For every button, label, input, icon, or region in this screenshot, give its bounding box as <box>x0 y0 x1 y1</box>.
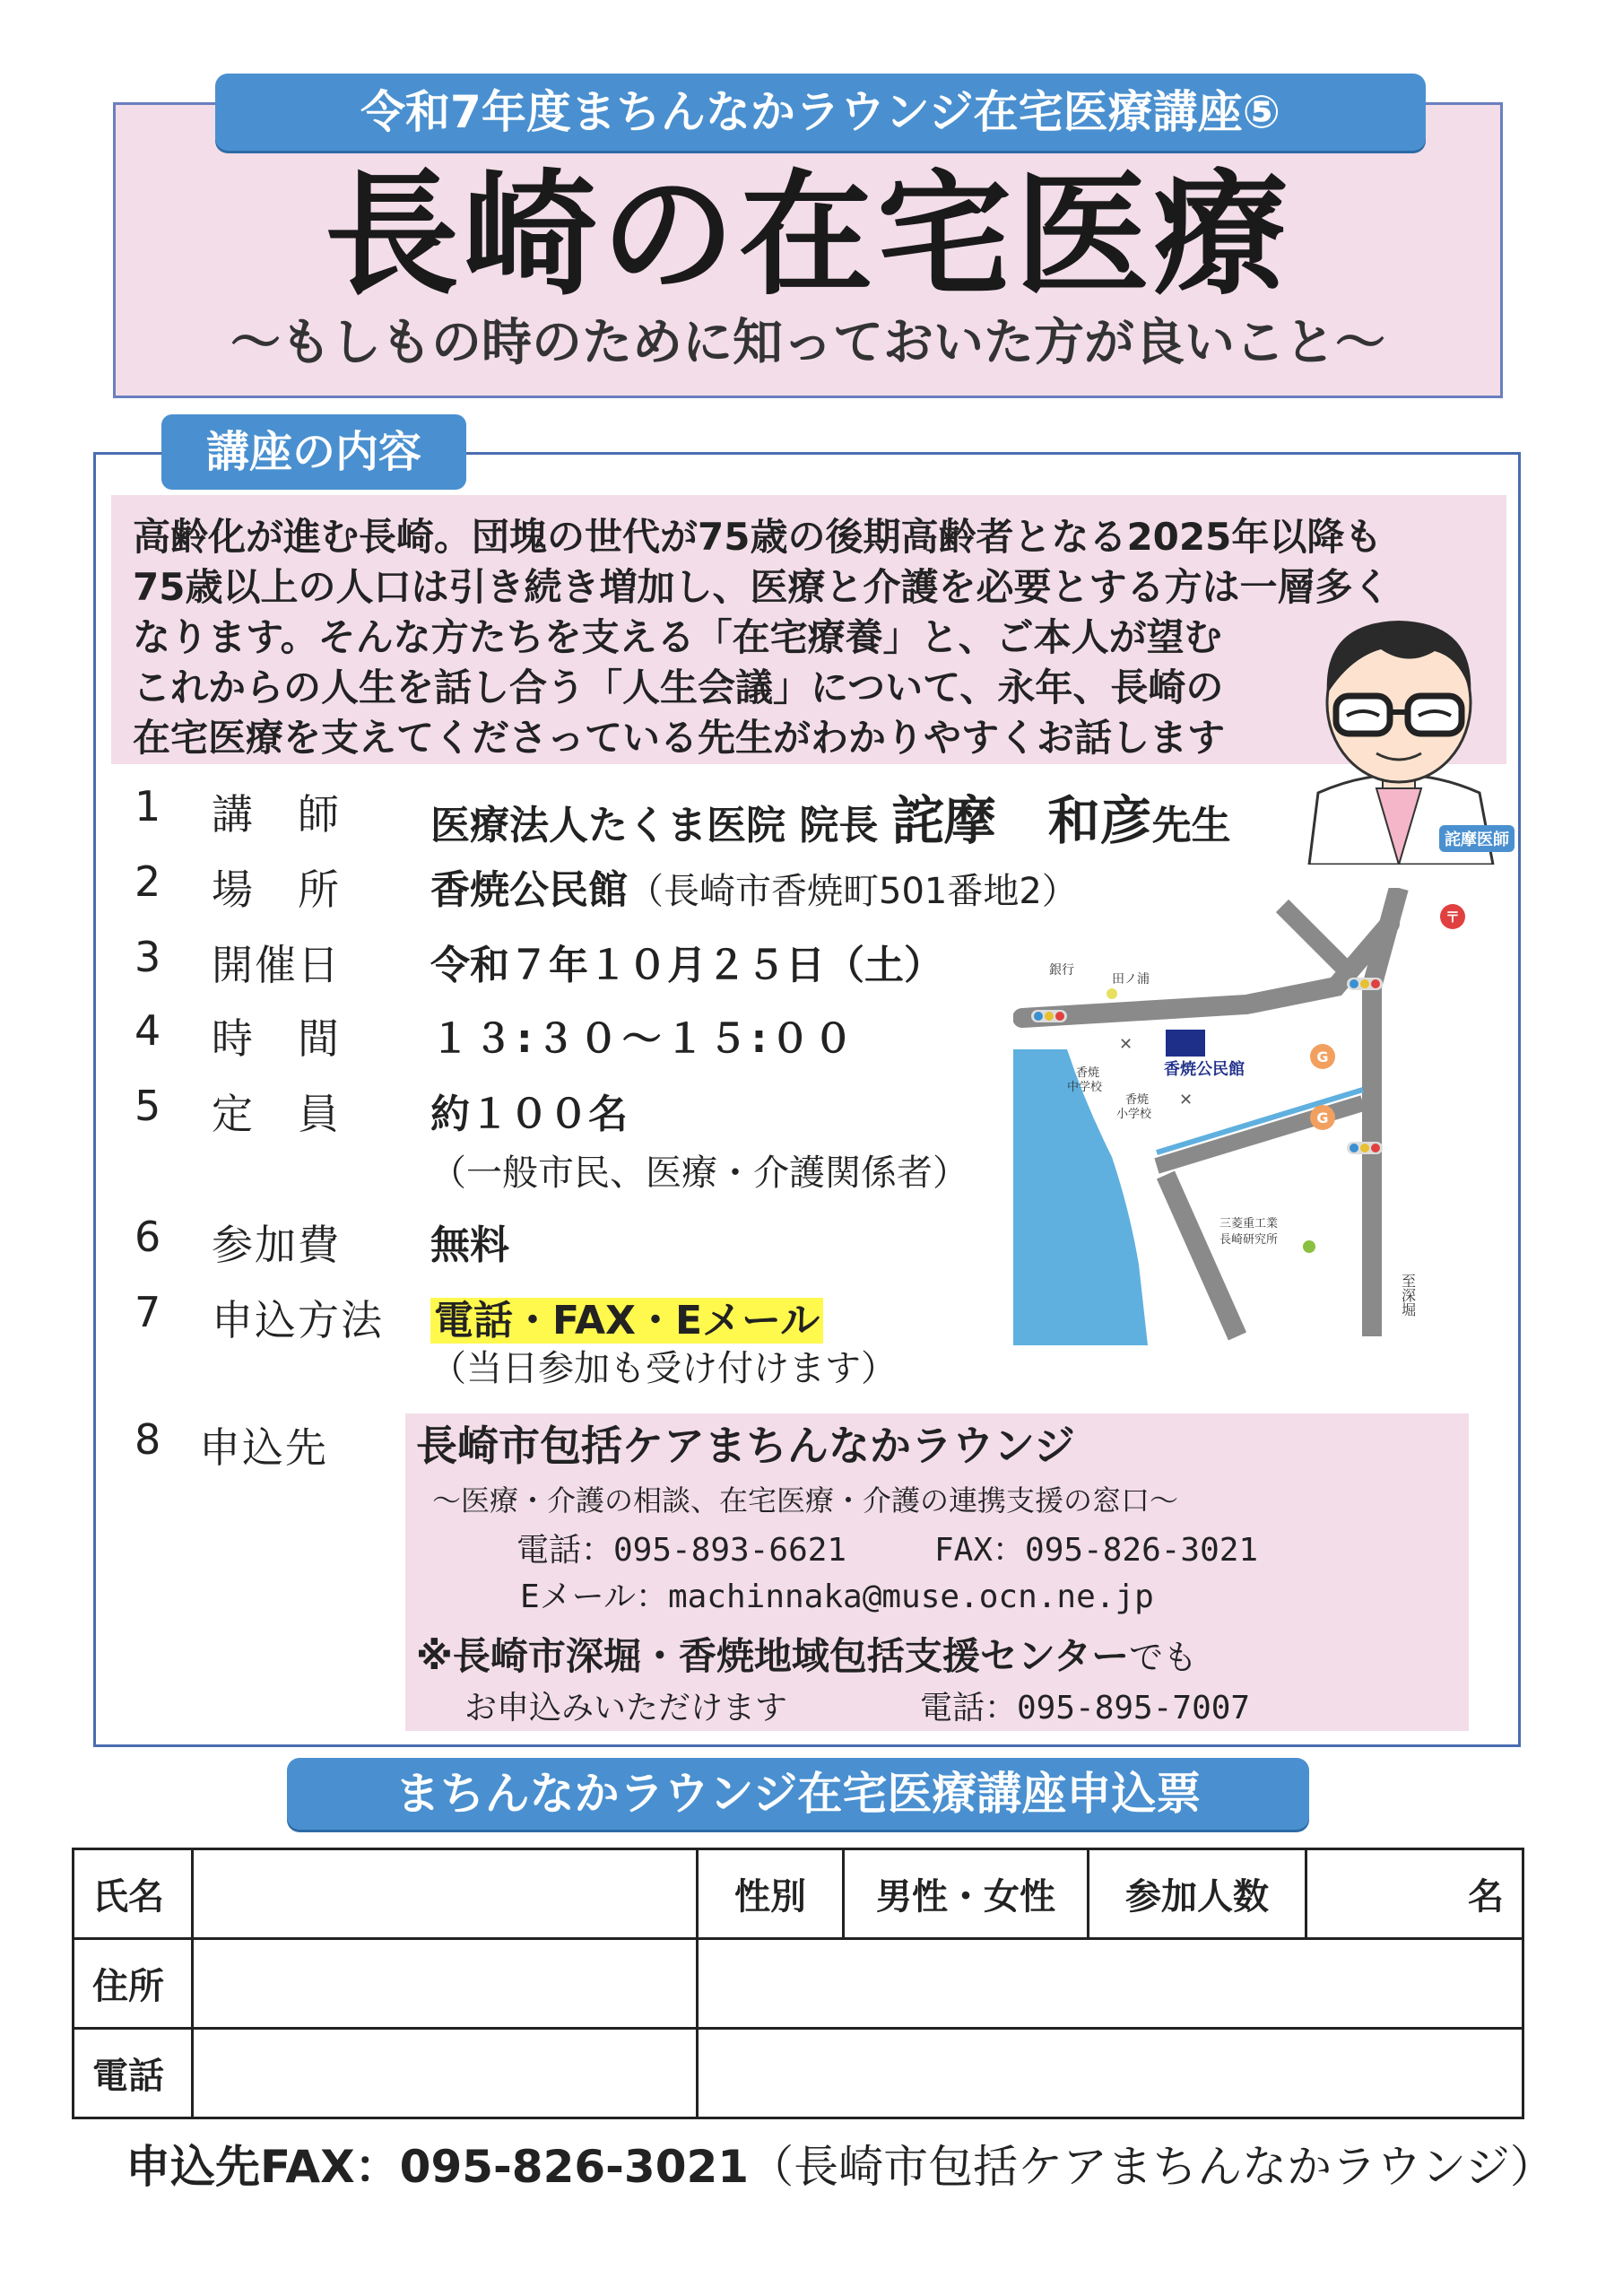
map-mitsubishi-label: 長崎研究所 <box>1219 1233 1279 1247</box>
venue-value <box>430 857 1078 915</box>
address-field-extension[interactable] <box>698 1939 1523 2029</box>
address-label: 住所 <box>74 1939 193 2029</box>
map-elementary-label: 小学校 <box>1116 1108 1152 1121</box>
alt-center-name: ※長崎市深堀・香焼地域包括支援センター <box>416 1634 1130 1678</box>
row-label: 開催日 <box>212 941 341 989</box>
section-tab: 講座の内容 <box>161 414 466 490</box>
school-icon: ✕ <box>1119 1035 1133 1054</box>
name-label: 氏名 <box>74 1849 193 1939</box>
row-label: 定 員 <box>212 1090 341 1138</box>
count-unit: 名 <box>1468 1876 1504 1918</box>
date-value: 令和７年１０月２５日（土） <box>430 943 943 988</box>
capacity-value: 約１００名 <box>430 1091 628 1137</box>
row-label: 講 師 <box>212 790 341 839</box>
row-number: 2 <box>135 857 161 906</box>
intro-line: これからの人生を話し合う「人生会議」について、永年、長崎の <box>133 665 1224 709</box>
intro-line: 75歳以上の人口は引き続き増加し、医療と介護を必要とする方は一層多く <box>133 565 1391 609</box>
lecturer-value <box>430 778 1231 854</box>
map-hall-label: 香焼公民館 <box>1164 1060 1245 1079</box>
fee-value: 無料 <box>430 1222 509 1268</box>
venue-address: （長崎市香焼町501番地2） <box>628 871 1078 912</box>
footer-fax: 申込先FAX：095-826-3021 <box>126 2141 750 2193</box>
method-note: （当日参加も受け付けます） <box>430 1348 897 1389</box>
map-fukahori-label: 至深堀 <box>1399 1274 1417 1317</box>
row-number: 3 <box>135 933 161 981</box>
map-junior-high-label: 香焼 <box>1076 1066 1100 1080</box>
count-label: 参加人数 <box>1089 1849 1306 1939</box>
contact-box <box>405 1413 1469 1731</box>
contact-org: 長崎市包括ケアまちんなかラウンジ <box>416 1422 1075 1470</box>
doctor-illustration <box>1282 596 1515 865</box>
map-hall-block <box>1166 1030 1205 1057</box>
phone-label: 電話 <box>74 2029 193 2118</box>
address-field[interactable] <box>193 1939 698 2029</box>
doctor-badge: 詫摩医師 <box>1445 831 1509 849</box>
row-number: 8 <box>135 1415 161 1464</box>
contact-email: Eメール：machinnaka@muse.ocn.ne.jp <box>520 1578 1154 1615</box>
row-number: 7 <box>135 1288 161 1336</box>
intro-line: 高齢化が進む長崎。団塊の世代が75歳の後期高齢者となる2025年以降も <box>133 515 1383 559</box>
phone-field-extension[interactable] <box>698 2029 1523 2118</box>
gender-options[interactable]: 男性・女性 <box>844 1849 1089 1939</box>
access-map <box>1013 888 1497 1345</box>
header-banner: 令和7年度まちんなかラウンジ在宅医療講座⑤ <box>215 74 1426 151</box>
gas-station-icon: G <box>1316 1048 1329 1065</box>
school-icon: ✕ <box>1179 1091 1193 1109</box>
alt-suffix: でも <box>1129 1638 1198 1677</box>
intro-line: なります。そんな方たちを支える「在宅療養」と、ご本人が望む <box>133 615 1222 659</box>
count-field[interactable] <box>1306 1849 1523 1939</box>
row-label: 時 間 <box>212 1014 341 1063</box>
post-office-icon: 〒 <box>1445 909 1461 926</box>
lecturer-suffix: 先生 <box>1151 803 1231 848</box>
lecturer-name: 詫摩 和彦 <box>891 790 1152 851</box>
row-number: 6 <box>135 1213 161 1261</box>
method-value: 電話・FAX・Eメール <box>430 1298 823 1344</box>
alt-tel: 電話：095-895-7007 <box>920 1690 1251 1726</box>
intro-line: 在宅医療を支えてくださっている先生がわかりやすくお話します <box>133 716 1226 760</box>
map-elementary-label: 香焼 <box>1125 1093 1150 1107</box>
row-number: 5 <box>135 1082 161 1130</box>
footer <box>126 2131 1555 2196</box>
form-banner: まちんなかラウンジ在宅医療講座申込票 <box>287 1758 1309 1830</box>
contact-alt <box>416 1627 1197 1681</box>
main-subtitle: ～もしもの時のために知っておいた方が良いこと～ <box>230 314 1385 372</box>
map-junior-high-label: 中学校 <box>1067 1081 1103 1094</box>
name-field[interactable] <box>193 1849 698 1939</box>
main-title: 長崎の在宅医療 <box>324 158 1291 314</box>
row-label: 参加費 <box>212 1221 341 1269</box>
venue-name: 香焼公民館 <box>430 867 628 913</box>
footer-org: （長崎市包括ケアまちんなかラウンジ） <box>749 2141 1555 2193</box>
row-number: 1 <box>135 782 161 831</box>
application-form <box>72 1848 1524 2119</box>
map-mitsubishi-label: 三菱重工業 <box>1219 1217 1279 1231</box>
row-label: 場 所 <box>212 865 341 914</box>
time-value: １３:３０～１５:００ <box>430 1016 857 1062</box>
gender-label: 性別 <box>698 1849 844 1939</box>
row-number: 4 <box>135 1006 161 1055</box>
contact-desc: ～医療・介護の相談、在宅医療・介護の連携支援の窓口～ <box>432 1483 1179 1518</box>
phone-field[interactable] <box>193 2029 698 2118</box>
row-label: 申込方法 <box>212 1296 384 1344</box>
gas-station-icon: G <box>1316 1109 1329 1126</box>
contact-fax: FAX：095-826-3021 <box>934 1532 1259 1569</box>
contact-tel: 電話：095-893-6621 <box>516 1532 847 1569</box>
map-tanoura-label: 田ノ浦 <box>1112 972 1150 987</box>
capacity-note: （一般市民、医療・介護関係者） <box>430 1152 968 1194</box>
map-bank-label: 銀行 <box>1049 963 1074 978</box>
alt-line2: お申込みいただけます <box>464 1690 788 1726</box>
lecturer-org: 医療法人たくま医院 院長 <box>430 803 892 848</box>
row-label: 申込先 <box>199 1423 328 1472</box>
